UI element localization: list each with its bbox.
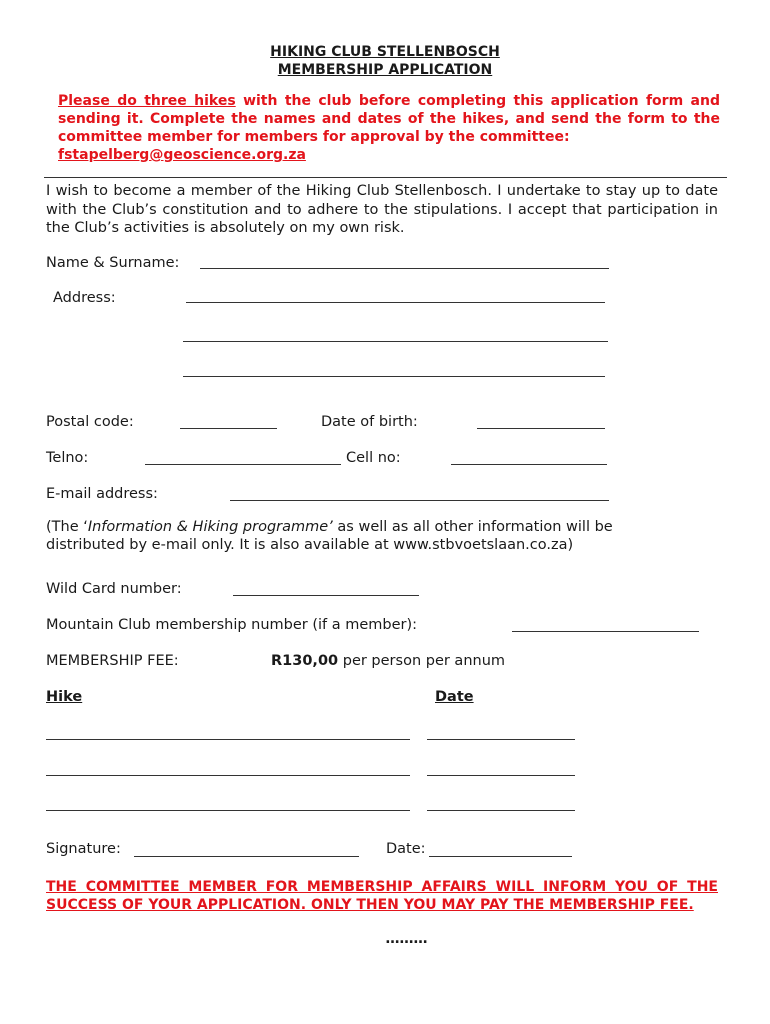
hike-date-field-2[interactable] — [427, 775, 575, 776]
form-title-line2: MEMBERSHIP APPLICATION — [277, 62, 493, 78]
page-ellipsis: ……… — [385, 931, 428, 947]
signature-date-label: Date: — [386, 841, 426, 857]
email-address-field[interactable] — [230, 500, 609, 501]
signature-label: Signature: — [46, 841, 121, 857]
wild-card-label: Wild Card number: — [46, 581, 182, 597]
name-label: Name & Surname: — [46, 255, 180, 271]
address-field-line2[interactable] — [183, 341, 608, 342]
address-label: Address: — [53, 290, 116, 306]
date-of-birth-label: Date of birth: — [321, 414, 418, 430]
mountain-club-field[interactable] — [512, 631, 699, 632]
fee-suffix: per person per annum — [338, 653, 506, 669]
committee-warning: THE COMMITTEE MEMBER FOR MEMBERSHIP AFFAIRS WILL INFORM YOU OF THE SUCCESS OF YOUR APPLICATION. ONLY THEN YOU MAY PAY THE MEMBERSHIP FEE. — [46, 879, 718, 913]
hike-column-header: Hike — [46, 689, 83, 705]
info-note-line2: distributed by e-mail only. It is also available at www.stbvoetslaan.co.za) — [46, 537, 574, 553]
hike-date-field-1[interactable] — [427, 739, 575, 740]
mountain-club-label: Mountain Club membership number (if a member): — [46, 617, 418, 633]
postal-code-field[interactable] — [180, 428, 277, 429]
membership-fee-value — [271, 653, 505, 669]
info-note-rest: as well as all other information will be — [332, 519, 613, 535]
address-field-line3[interactable] — [183, 376, 605, 377]
hike-name-field-2[interactable] — [46, 775, 410, 776]
cell-no-label: Cell no: — [346, 450, 401, 466]
intro-instructions — [58, 92, 720, 164]
form-title-line1: HIKING CLUB STELLENBOSCH — [270, 44, 500, 60]
signature-field[interactable] — [134, 856, 359, 857]
intro-lead: Please do three hikes — [58, 93, 236, 109]
hike-name-field-1[interactable] — [46, 739, 410, 740]
declaration-text: I wish to become a member of the Hiking Club Stellenbosch. I undertake to stay up to date with the Club’s constitution and to adhere to the stipulations. I accept that participation in the Club’s activities is absolutely on my own risk. — [46, 183, 718, 236]
postal-code-label: Postal code: — [46, 414, 134, 430]
membership-fee-label: MEMBERSHIP FEE: — [46, 653, 179, 669]
email-address-label: E-mail address: — [46, 486, 158, 502]
hike-date-field-3[interactable] — [427, 810, 575, 811]
intro-text: with the club before completing this application form and sending it. Complete the names and dates of the hikes, and send the form to the committee member for members for approval by the committee: — [58, 93, 720, 145]
address-field-line1[interactable] — [186, 302, 605, 303]
fee-amount: R130,00 — [271, 653, 339, 669]
telno-field[interactable] — [145, 464, 341, 465]
date-of-birth-field[interactable] — [477, 428, 605, 429]
name-field[interactable] — [200, 268, 609, 269]
wild-card-field[interactable] — [233, 595, 419, 596]
info-note-programme: Information & Hiking programme’ — [87, 519, 333, 535]
info-note-open: (The ‘ — [46, 519, 88, 535]
info-note-line1 — [46, 519, 613, 535]
signature-date-field[interactable] — [429, 856, 572, 857]
committee-email-link[interactable]: fstapelberg@geoscience.org.za — [58, 147, 306, 163]
section-divider — [44, 177, 727, 178]
date-column-header: Date — [435, 689, 474, 705]
telno-label: Telno: — [46, 450, 89, 466]
hike-name-field-3[interactable] — [46, 810, 410, 811]
cell-no-field[interactable] — [451, 464, 607, 465]
